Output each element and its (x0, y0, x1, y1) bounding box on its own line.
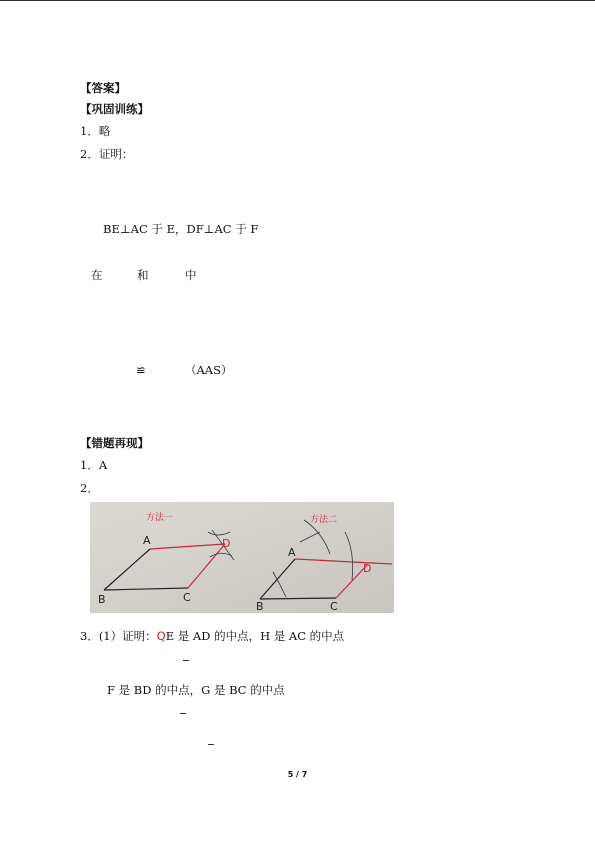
right-label-b: B (256, 600, 264, 613)
q3-midpoint-text: E 是 AD 的中点，H 是 AC 的中点 (165, 629, 345, 643)
label-method-2: 方法二 (310, 515, 338, 525)
left-label-b: B (98, 593, 106, 606)
aas-label: （AAS） (185, 363, 233, 377)
left-label-d: D (222, 537, 231, 550)
error-item-1: 1．A (80, 458, 108, 472)
section-practice: 【巩固训练】 (80, 102, 149, 116)
item-1: 1．略 (80, 124, 111, 138)
right-label-c: C (330, 600, 338, 613)
label-method-1: 方法一 (146, 513, 174, 523)
fraction-bar (183, 660, 189, 661)
fraction-bar (180, 713, 186, 714)
therefore-symbol: Q (156, 629, 166, 643)
error-item-2: 2． (80, 481, 99, 495)
fraction-bar (208, 744, 214, 745)
proof-line-perpendicular: BE⊥AC 于 E，DF⊥AC 于 F (103, 222, 259, 236)
page-number: 5 / 7 (287, 770, 308, 779)
left-label-c: C (183, 591, 191, 604)
q3-line-2: F 是 BD 的中点，G 是 BC 的中点 (107, 683, 285, 697)
section-answer: 【答案】 (80, 81, 126, 95)
item-2: 2．证明： (80, 147, 134, 161)
q3-line-1 (80, 629, 344, 643)
word-he: 和 (137, 268, 149, 282)
left-label-a: A (143, 534, 151, 547)
congruent-symbol: ≌ (136, 363, 146, 377)
construction-drawing (90, 502, 394, 613)
right-label-a: A (288, 546, 296, 559)
right-label-d: D (363, 562, 372, 575)
header-rule (0, 0, 595, 1)
word-zhong: 中 (185, 268, 197, 282)
section-errors: 【错题再现】 (80, 436, 149, 450)
word-zai: 在 (91, 268, 103, 282)
handwritten-construction-photo (90, 502, 394, 613)
q3-prefix: 3．(1）证明： (80, 629, 157, 643)
